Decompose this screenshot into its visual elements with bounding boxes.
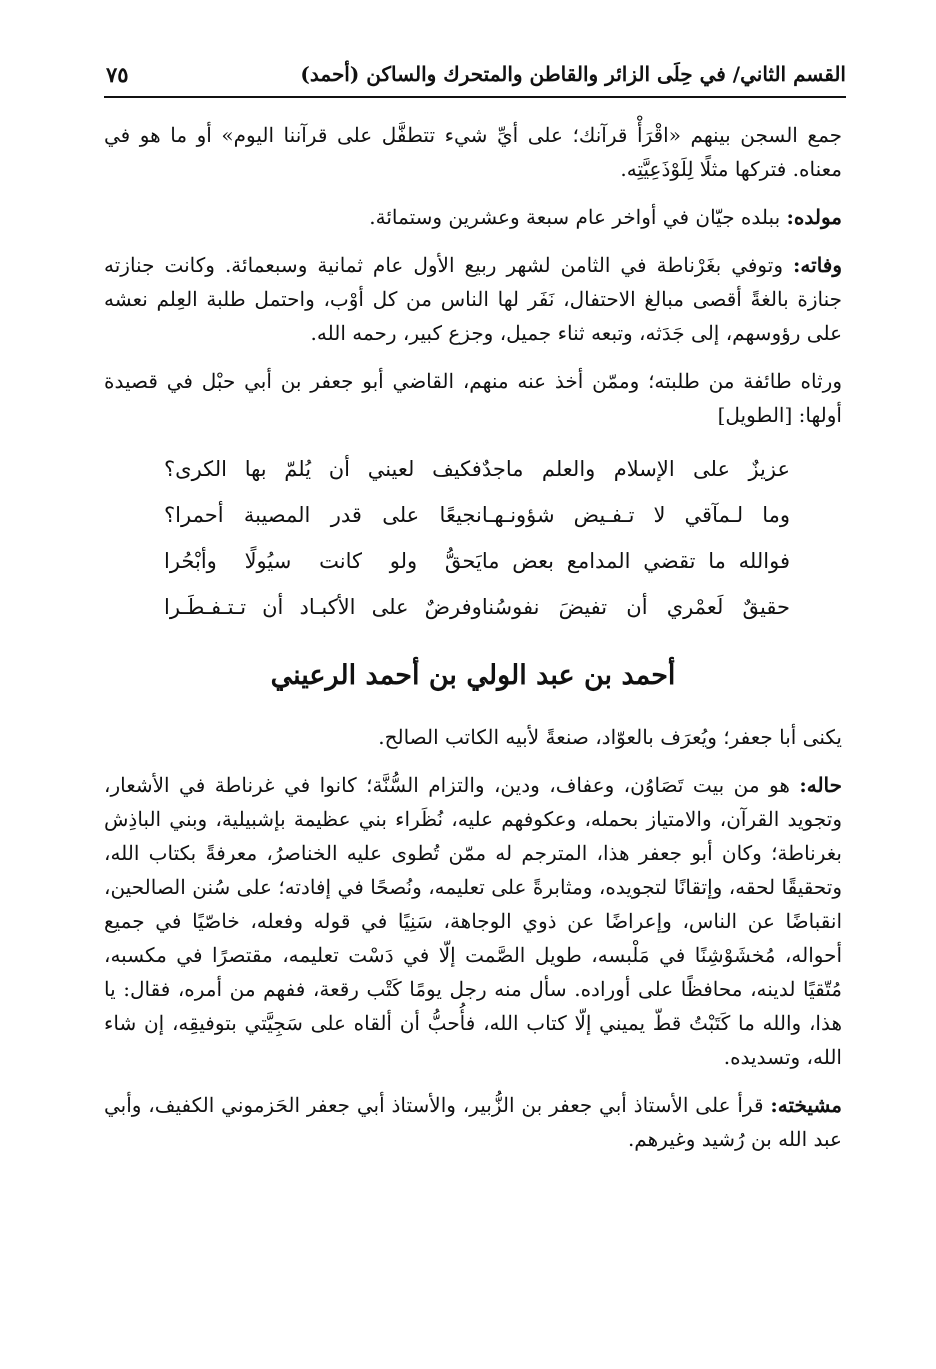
- paragraph-kunya: يكنى أبا جعفر؛ ويُعرَف بالعوّاد، صنعةً لأبيه الكاتب الصالح.: [378, 725, 842, 749]
- status-heading: حاله:: [799, 773, 842, 797]
- poem-verse: [104, 538, 842, 584]
- paragraph-status: [104, 768, 842, 1074]
- teachers-heading: مشيخته:: [770, 1093, 842, 1117]
- verse-first-hemistich: عزيزٌ على الإسلام والعلم ماجدٌ: [481, 457, 790, 481]
- header-title: القسم الثاني/ في حِلَى الزائر والقاطن والمتحرك والساكن (أحمد): [300, 62, 846, 86]
- verse-second-hemistich: يَحقُّ ولو كانت سيُولًا وأبْحُرا: [164, 549, 482, 573]
- verse-second-hemistich: نجيعًا على قدر المصيبة أحمرا؟: [164, 503, 482, 527]
- verse-first-hemistich: فوالله ما تقضي المدامع بعض ما: [481, 549, 790, 573]
- page-body: [104, 118, 842, 1170]
- poem: [104, 446, 842, 630]
- paragraph-birth: [104, 200, 842, 234]
- birth-heading: مولده:: [786, 205, 842, 229]
- birth-text: ببلده جيّان في أواخر عام سبعة وعشرين وستمائة.: [369, 205, 787, 229]
- page-number: ٧٥: [106, 62, 129, 87]
- verse-first-hemistich: حقيقٌ لَعمْري أن تفيضَ نفوسُنا: [481, 595, 790, 619]
- verse-second-hemistich: وفرضٌ على الأكبـاد أن تـتـفـطَـرا: [164, 595, 482, 619]
- status-text: هو من بيت تَصَاوُن، وعفاف، ودين، والتزام السُّنَّة؛ كانوا في غرناطة في الأشعار، وتجويد القرآن، والامتياز بحمله، وعكوفهم عليه، نُظَراء بني عظيمة بإشبيلية، وبني الباذِش بغرناطة؛ وكان أبو جعفر هذا، المترجم له ممّن تُطوى عليه الخناصرُ، معرفةً بكتاب الله، وتحقيقًا لحقه، وإتقانًا لتجويده، ومثابرةً على تعليمه، ونُصحًا في إفادته؛ على سُنن الصالحين، انقباضًا عن الناس، وإعراضًا عن ذوي الوجاهة، سَنِيًا في قوله وفعله، خاصّيًا في جميع أحواله، مُخشَوْشِنًا في مَلْبسه، طويل الصَّمت إلّا في دَسْت تعليمه، مقتصرًا في مكسبه، مُتّقيًا لدينه، محافظًا على أوراده. سأل منه رجل يومًا كَتْب رقعة، ففهم من أمره، فقال: يا هذا، والله ما كَتَبْتُ قطّ يميني إلّا كتاب الله، فأُحبُّ أن ألقاه على سَجِيَّتي بتوفيقِه، إن شاء الله، وتسديده.: [104, 773, 843, 1069]
- section-heading: أحمد بن عبد الولي بن أحمد الرعيني: [270, 660, 676, 691]
- paragraph-teachers: [104, 1088, 842, 1156]
- poem-verse: [104, 492, 842, 538]
- verse-first-hemistich: وما لـمآقي لا تـفـيض شؤونـهـا: [481, 503, 790, 527]
- verse-second-hemistich: فكيف لعيني أن يُلمّ بها الكرى؟: [164, 457, 482, 481]
- death-text: وتوفي بغَرْناطة في الثامن لشهر ربيع الأول عام ثمانية وسبعمائة. وكانت جنازته جنازة بالغةً أقصى مبالغ الاحتفال، نَفَر لها الناس من كل أوْب، واحتمل طلبة العِلم نعشه على رؤوسهم، إلى جَدَثه، وتبعه ثناء جميل، وجزع كبير، رحمه الله.: [104, 253, 842, 345]
- teachers-text: قرأ على الأستاذ أبي جعفر بن الزُّبير، والأستاذ أبي جعفر الحَزموني الكفيف، وأبي عبد الله بن رُشيد وغيرهم.: [104, 1093, 842, 1151]
- poem-verse: [104, 584, 842, 630]
- paragraph-elegy-intro: ورثاه طائفة من طلبته؛ وممّن أخذ عنه منهم، القاضي أبو جعفر بن أبي حبْل في قصيدة أولها: [الطويل]: [104, 369, 842, 427]
- paragraph-death: [104, 248, 842, 350]
- paragraph-quote: جمع السجن بينهم «اقْرَأْ قرآنك؛ على أيِّ شيء تتطفَّل على قرآننا اليوم» أو ما هو في معناه. فتركها مثلًا لِلَوْذَعِيَّتِه.: [104, 123, 842, 181]
- running-header: [104, 60, 846, 98]
- poem-verse: [104, 446, 842, 492]
- death-heading: وفاته:: [793, 253, 842, 277]
